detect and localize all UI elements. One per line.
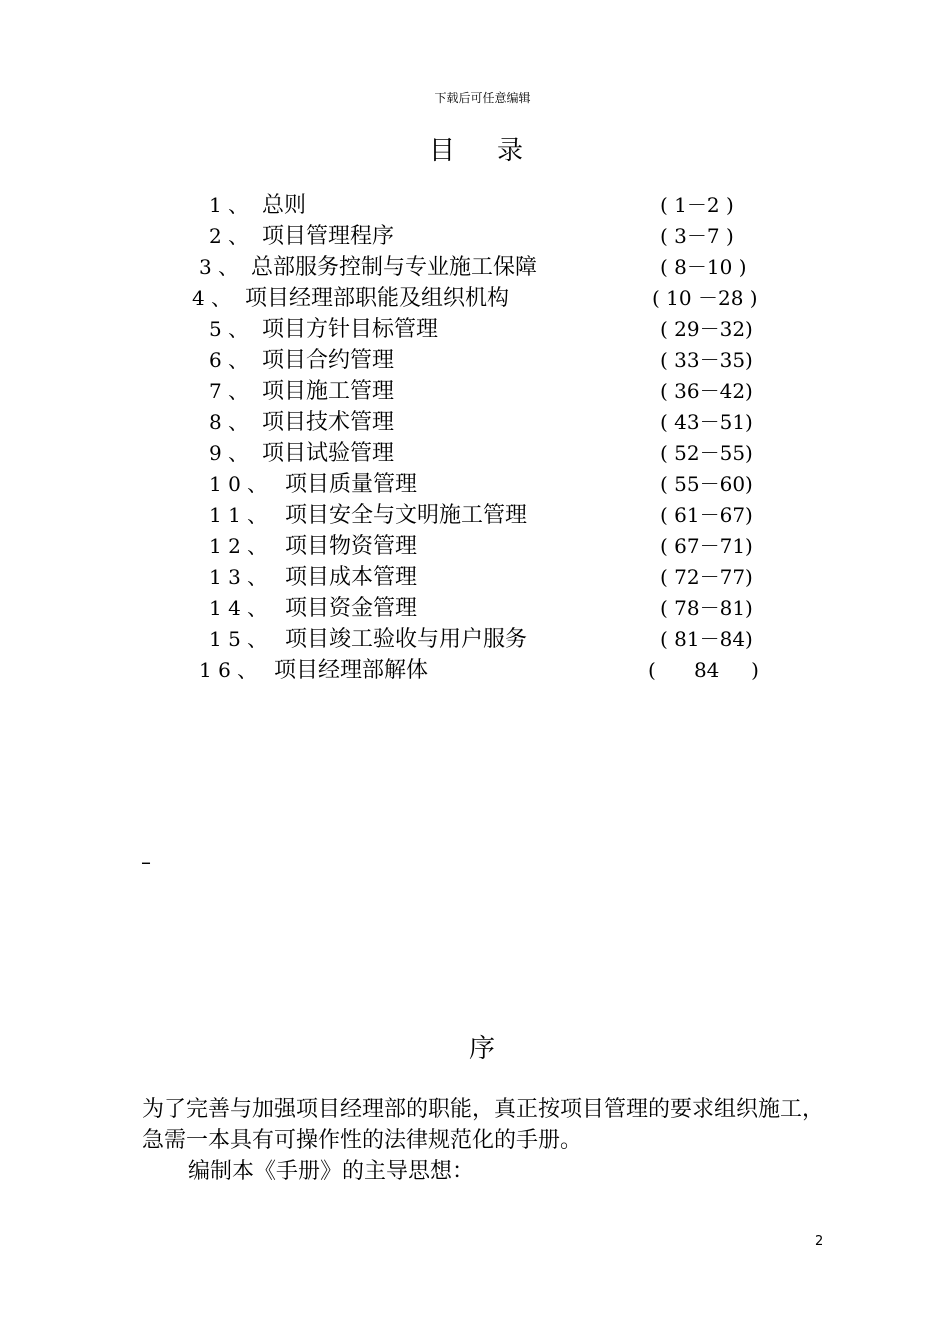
toc-row	[0, 376, 950, 407]
toc-label: 项目安全与文明施工管理	[285, 503, 528, 528]
preface-title: 序	[469, 1034, 496, 1064]
toc-label: 项目试验管理	[262, 441, 395, 466]
toc-row	[0, 562, 950, 593]
toc-num: 1 5 、	[209, 627, 268, 651]
toc-row	[0, 252, 950, 283]
toc-num: 7 、	[209, 379, 249, 403]
toc-num: 2 、	[209, 224, 249, 248]
toc-pages: ( 81－84)	[660, 627, 753, 651]
toc-num: 8 、	[209, 410, 249, 434]
toc-num: 6 、	[209, 348, 249, 372]
toc-row	[0, 345, 950, 376]
toc-num: 4 、	[192, 286, 232, 310]
toc-num: 9 、	[209, 441, 249, 465]
toc-label: 项目方针目标管理	[262, 317, 439, 342]
toc-label: 项目施工管理	[262, 379, 395, 404]
toc-row	[0, 221, 950, 252]
toc-pages: ( 10 －28 )	[652, 286, 758, 310]
preface-paragraph-1: 为了完善与加强项目经理部的职能，真正按项目管理的要求组织施工，急需一本具有可操作性的法律规范化的手册。	[142, 1097, 825, 1153]
toc-pages: ( 43－51)	[660, 410, 753, 434]
toc-pages: ( 67－71)	[660, 534, 753, 558]
toc-row	[0, 531, 950, 562]
toc-title	[429, 130, 523, 167]
toc-row	[0, 438, 950, 469]
toc-pages: ( 1－2 )	[660, 193, 734, 217]
stray-dash: –	[141, 850, 151, 874]
toc-pages: ( 78－81)	[660, 596, 753, 620]
page-header: 下载后可任意编辑	[434, 91, 531, 105]
toc-num: 1 6 、	[199, 658, 258, 682]
preface-paragraph-2: 编制本《手册》的主导思想：	[188, 1159, 475, 1184]
toc-row	[0, 407, 950, 438]
toc-pages: ( 29－32)	[660, 317, 753, 341]
toc-pages: ( 55－60)	[660, 472, 753, 496]
toc-row	[0, 190, 950, 221]
toc-num: 1 1 、	[209, 503, 268, 527]
toc-num: 1 3 、	[209, 565, 268, 589]
toc-label: 项目管理程序	[262, 224, 395, 249]
toc-label: 项目技术管理	[262, 410, 395, 435]
toc-label: 总部服务控制与专业施工保障	[251, 255, 538, 280]
toc-pages: ( 84 )	[648, 658, 759, 682]
toc-num: 1 、	[209, 193, 249, 217]
toc-label: 项目资金管理	[285, 596, 418, 621]
toc-pages: ( 61－67)	[660, 503, 753, 527]
toc-title-char-2: 录	[497, 136, 524, 166]
toc-title-char-1: 目	[429, 136, 456, 166]
toc-label: 项目竣工验收与用户服务	[285, 627, 528, 652]
toc-num: 1 2 、	[209, 534, 268, 558]
toc-num: 5 、	[209, 317, 249, 341]
toc-label: 项目成本管理	[285, 565, 418, 590]
toc-pages: ( 36－42)	[660, 379, 753, 403]
toc-label: 项目质量管理	[285, 472, 418, 497]
toc-pages: ( 8－10 )	[660, 255, 747, 279]
toc-label: 项目经理部解体	[274, 658, 429, 683]
toc-row	[0, 593, 950, 624]
toc-row	[0, 624, 950, 655]
toc-num: 3 、	[199, 255, 239, 279]
toc-pages: ( 33－35)	[660, 348, 753, 372]
toc-pages: ( 52－55)	[660, 441, 753, 465]
toc-row	[0, 500, 950, 531]
toc-row	[0, 283, 950, 314]
toc-row	[0, 469, 950, 500]
toc-label: 总则	[262, 193, 307, 218]
page-number: 2	[815, 1234, 824, 1249]
toc-pages: ( 72－77)	[660, 565, 753, 589]
toc-num: 1 4 、	[209, 596, 268, 620]
toc-label: 项目物资管理	[285, 534, 418, 559]
toc-num: 1 0 、	[209, 472, 268, 496]
toc-row	[0, 655, 950, 686]
toc-label: 项目合约管理	[262, 348, 395, 373]
toc-pages: ( 3－7 )	[660, 224, 734, 248]
toc-label: 项目经理部职能及组织机构	[245, 286, 510, 311]
toc-row	[0, 314, 950, 345]
